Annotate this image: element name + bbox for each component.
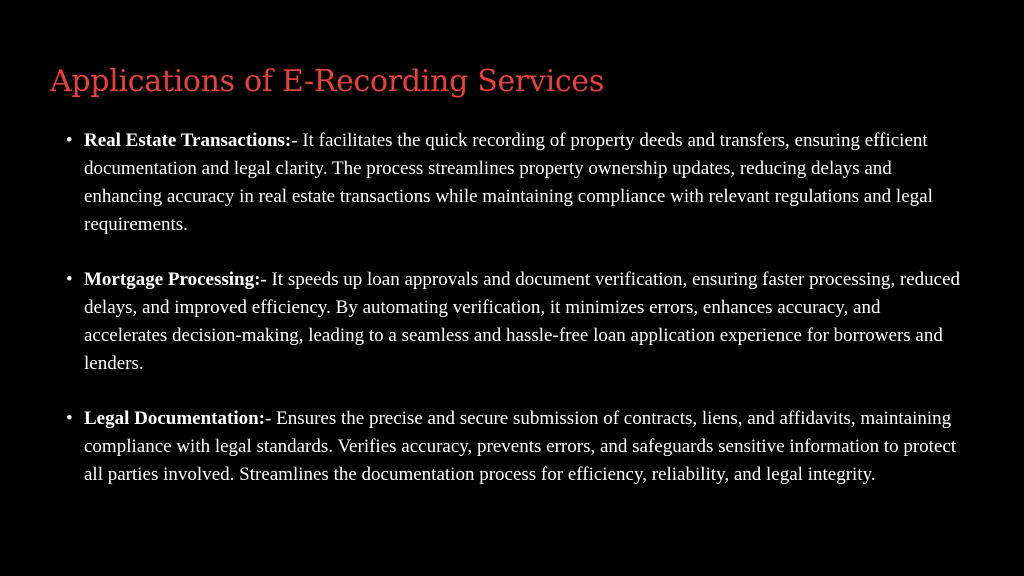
bullet-dot-icon: • xyxy=(66,269,73,290)
bullet-dot-icon: • xyxy=(66,130,73,151)
slide-title: Applications of E-Recording Services xyxy=(50,64,604,99)
item-term: Mortgage Processing:- xyxy=(84,269,272,290)
item-term: Real Estate Transactions:- xyxy=(84,130,303,151)
bullet-dot-icon: • xyxy=(66,408,73,429)
item-description: Ensures the precise and secure submission of contracts, liens, and affidavits, maintaining compliance with legal standards. Verifies accuracy, prevents errors, and safeguards sensitive information to protect all parties involved. Streamlines the documentation process for efficiency, reliability, and legal integrity. xyxy=(84,408,957,485)
list-item-real-estate xyxy=(64,127,964,239)
list-item-legal xyxy=(64,405,964,489)
list-item-mortgage xyxy=(64,266,964,378)
item-description: It speeds up loan approvals and document verification, ensuring faster processing, reduced delays, and improved efficiency. By automating verification, it minimizes errors, enhances accuracy, and accelerates decision-making, leading to a seamless and hassle-free loan application experience for borrowers and lenders. xyxy=(84,269,961,374)
bullet-list xyxy=(64,127,964,516)
item-term: Legal Documentation:- xyxy=(84,408,277,429)
item-description: It facilitates the quick recording of property deeds and transfers, ensuring efficient documentation and legal clarity. The process streamlines property ownership updates, reducing delays and enhancing accuracy in real estate transactions while maintaining compliance with relevant regulations and legal requirements. xyxy=(84,130,933,235)
